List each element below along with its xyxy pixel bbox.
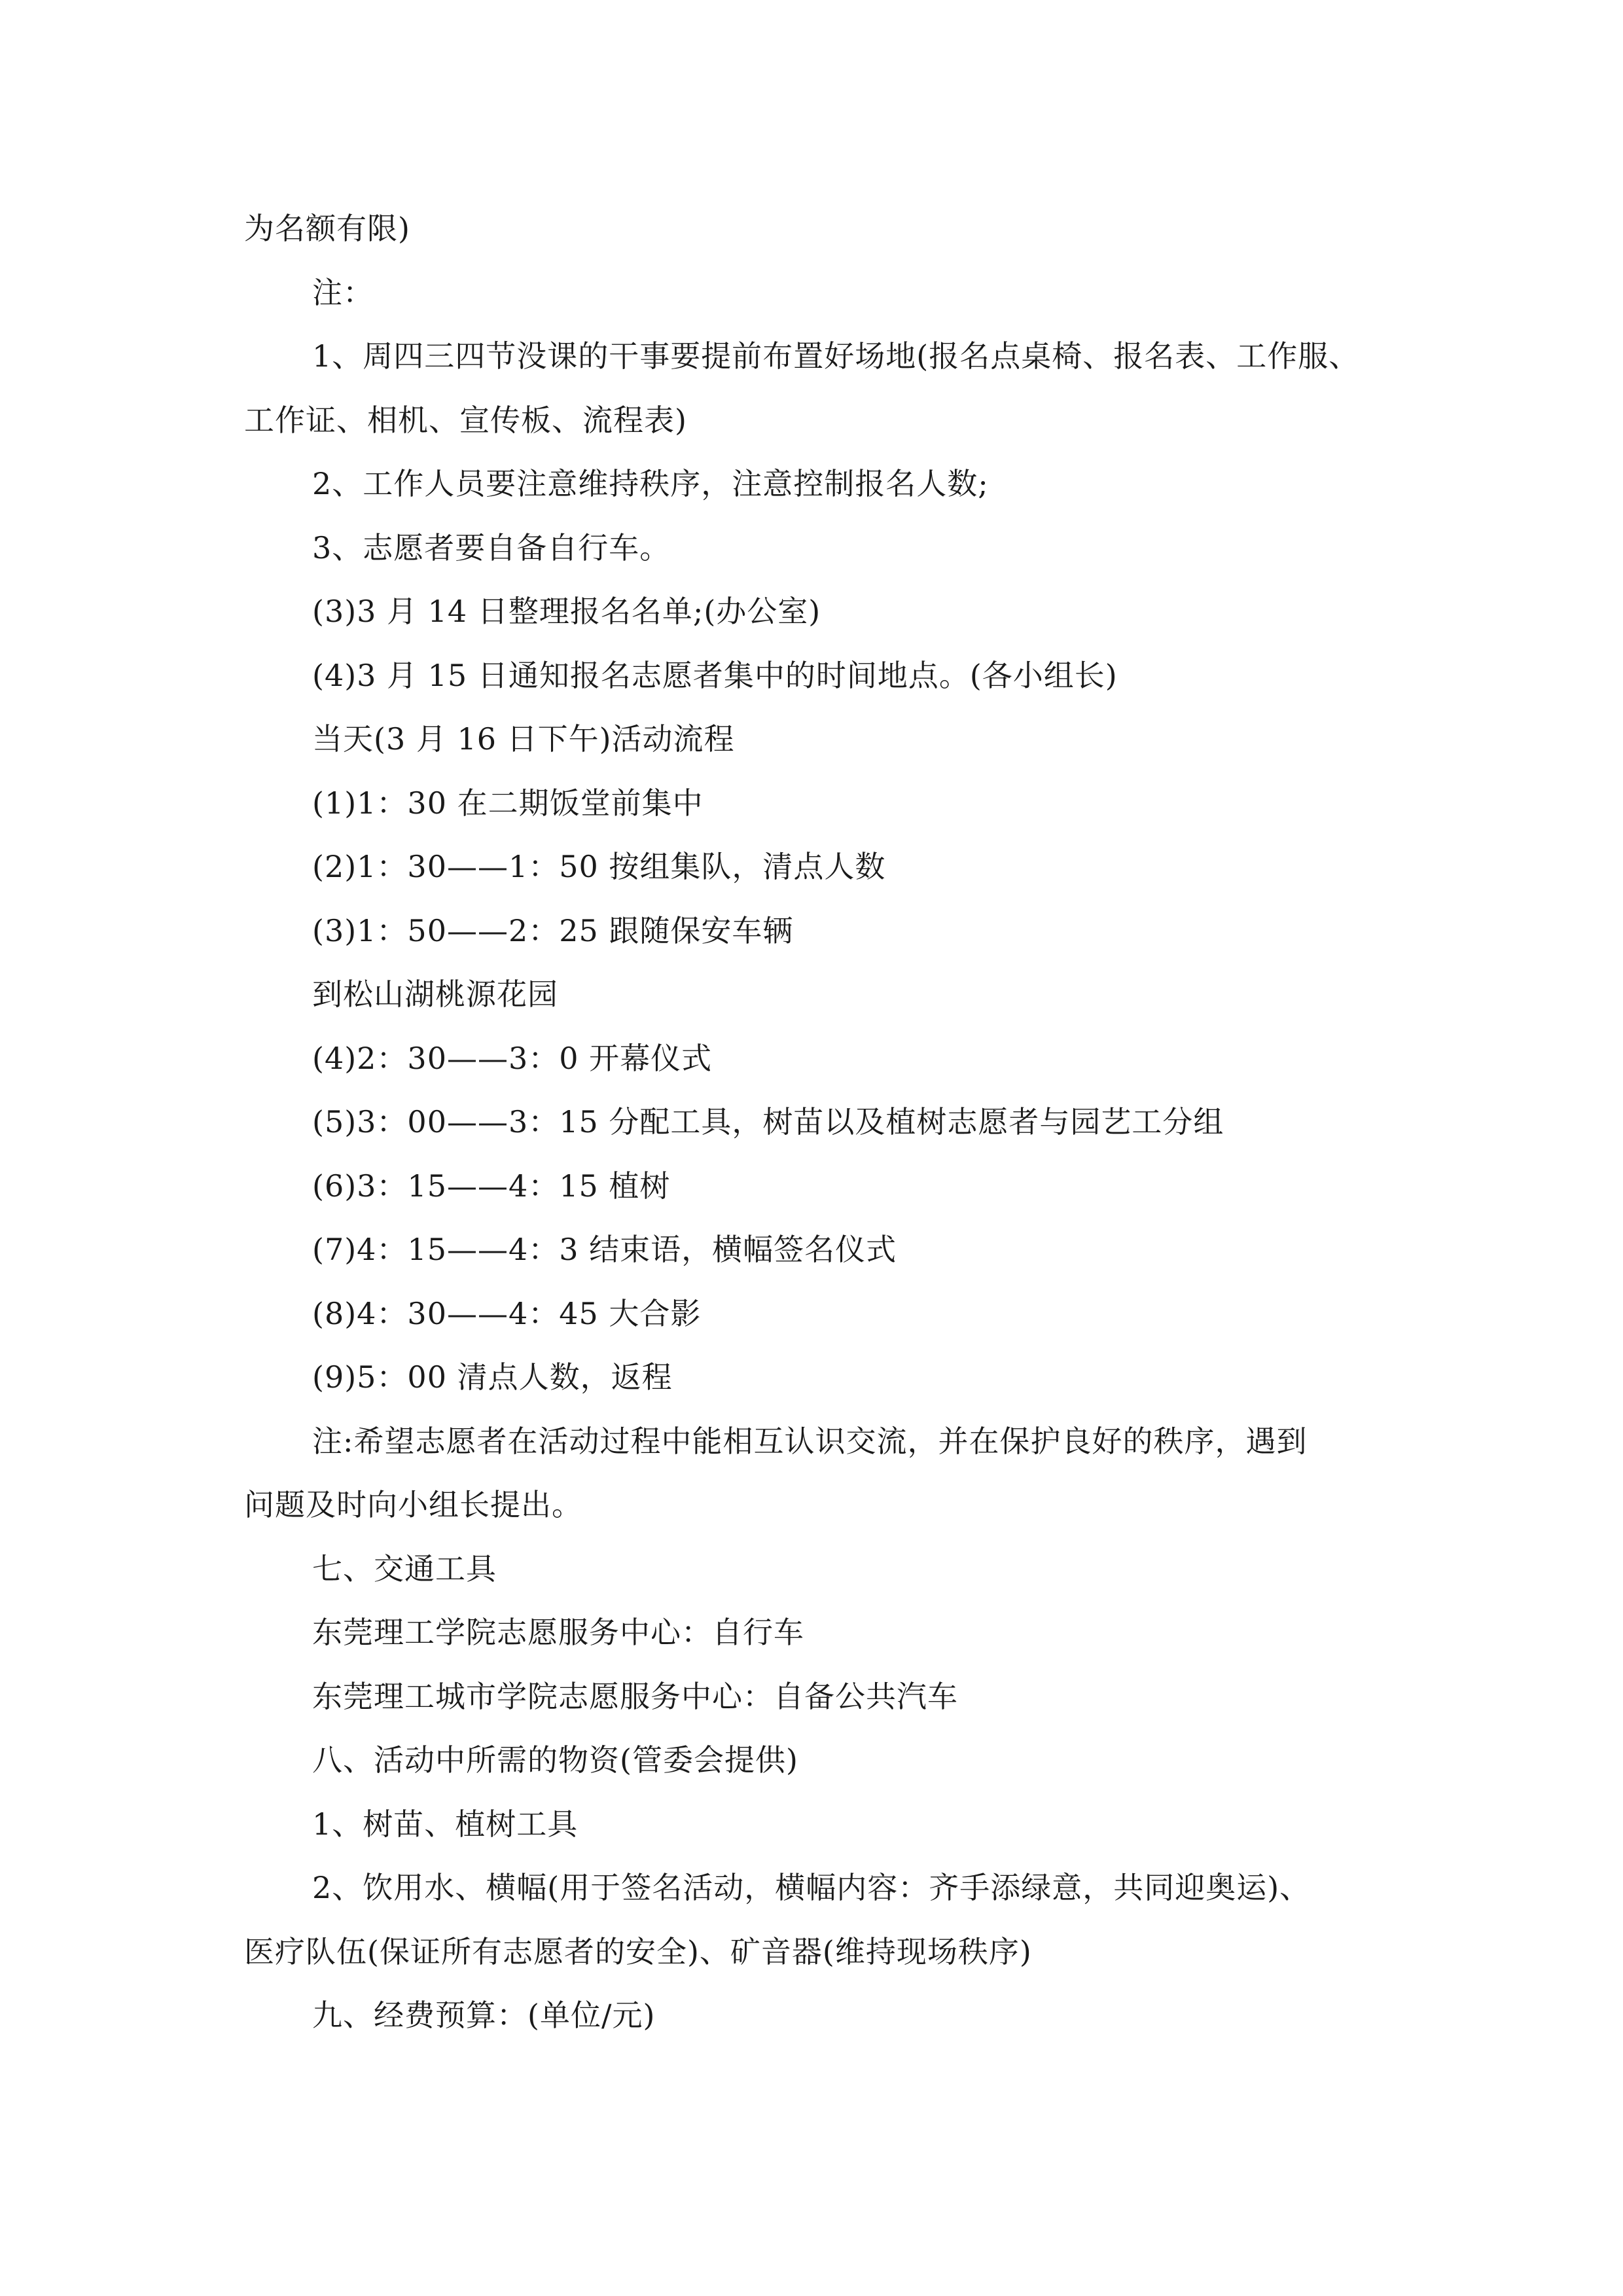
text-line: (9)5：00 清点人数，返程 [312, 1359, 673, 1395]
text-line: 注:希望志愿者在活动过程中能相互认识交流，并在保护良好的秩序，遇到 [312, 1423, 1308, 1459]
document-body [244, 197, 1422, 2048]
text-line: 八、活动中所需的物资(管委会提供) [312, 1742, 798, 1778]
text-line: (4)3 月 15 日通知报名志愿者集中的时间地点。(各小组长) [312, 657, 1118, 693]
text-line: 2、工作人员要注意维持秩序，注意控制报名人数; [312, 466, 989, 501]
text-line: 问题及时向小组长提出。 [244, 1487, 582, 1522]
text-line: 七、交通工具 [312, 1551, 497, 1587]
text-line: 东莞理工学院志愿服务中心：自行车 [312, 1615, 804, 1650]
text-line: 2、饮用水、横幅(用于签名活动，横幅内容：齐手添绿意，共同迎奥运)、 [312, 1870, 1311, 1905]
text-line: 到松山湖桃源花园 [312, 977, 558, 1012]
text-line: (4)2：30——3：0 开幕仪式 [312, 1040, 713, 1076]
text-line: (3)3 月 14 日整理报名名单;(办公室) [312, 594, 821, 629]
text-line: (2)1：30——1：50 按组集队，清点人数 [312, 849, 886, 884]
text-line: (3)1：50——2：25 跟随保安车辆 [312, 912, 794, 948]
text-line: (8)4：30——4：45 大合影 [312, 1295, 702, 1331]
text-line: 东莞理工城市学院志愿服务中心：自备公共汽车 [312, 1678, 958, 1714]
text-line: (1)1：30 在二期饭堂前集中 [312, 785, 704, 821]
text-line: 当天(3 月 16 日下午)活动流程 [312, 721, 735, 757]
text-line: (5)3：00——3：15 分配工具，树苗以及植树志愿者与园艺工分组 [312, 1104, 1224, 1139]
text-line: 1、周四三四节没课的干事要提前布置好场地(报名点桌椅、报名表、工作服、 [312, 338, 1360, 374]
text-line: 注： [312, 274, 374, 310]
text-line: (7)4：15——4：3 结束语，横幅签名仪式 [312, 1232, 897, 1267]
text-line: 3、志愿者要自备自行车。 [312, 529, 671, 565]
text-line: (6)3：15——4：15 植树 [312, 1168, 671, 1204]
text-line: 为名额有限) [244, 211, 410, 246]
text-line: 1、树苗、植树工具 [312, 1806, 579, 1842]
text-line: 九、经费预算：(单位/元) [312, 1998, 656, 2033]
text-line: 工作证、相机、宣传板、流程表) [244, 402, 687, 438]
text-line: 医疗队伍(保证所有志愿者的安全)、矿音器(维持现场秩序) [244, 1933, 1032, 1969]
